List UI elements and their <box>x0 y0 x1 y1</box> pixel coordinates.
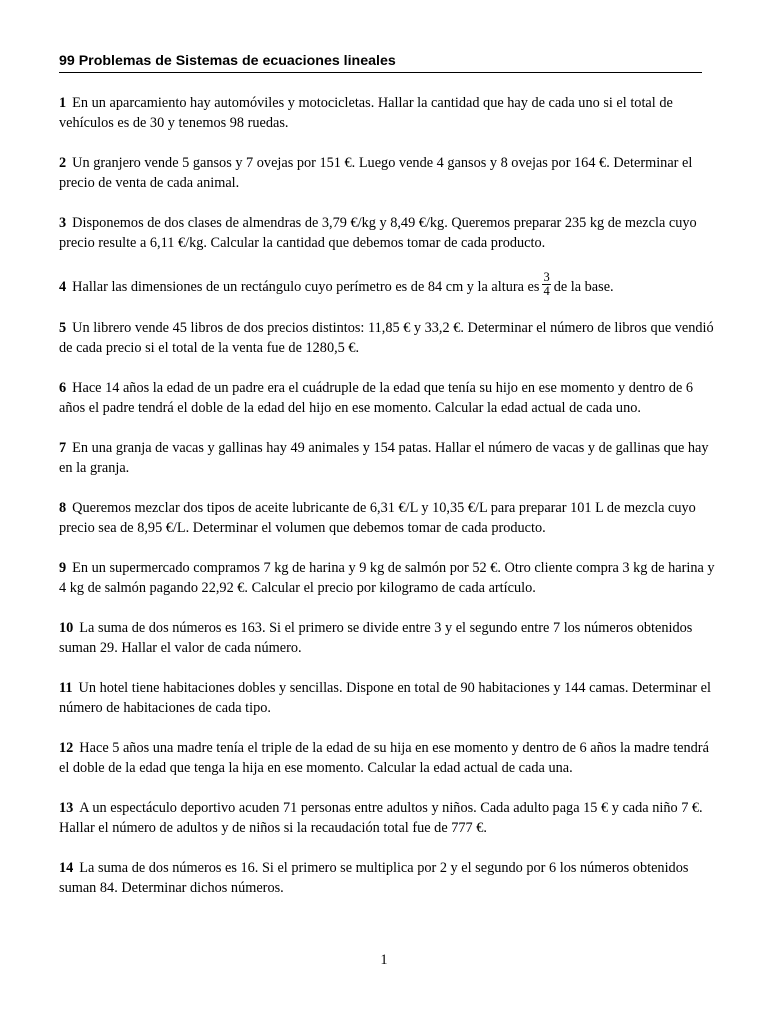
problem-number: 3 <box>59 215 67 231</box>
problem-text: Queremos mezclar dos tipos de aceite lubricante de 6,31 €/L y 10,35 €/L para preparar 101 L de mezcla cuyo precio sea de 8,95 €/L. Determinar el volumen que debemos tomar de cada producto. <box>59 500 696 537</box>
problem-number: 7 <box>59 440 67 457</box>
problem-3 <box>59 213 719 253</box>
problem-text: La suma de dos números es 16. Si el primero se multiplica por 2 y el segundo por 6 los números obtenidos suman 84. Determinar dichos números. <box>59 860 689 897</box>
problem-7 <box>59 438 719 478</box>
problem-text: Disponemos de dos clases de almendras de 3,79 €/kg y 8,49 €/kg. Queremos preparar 235 kg de mezcla cuyo precio resulte a 6,11 €/kg. Calcular la cantidad que debemos tomar de cada producto. <box>59 215 697 251</box>
problem-1 <box>59 93 719 133</box>
problem-text-after: de la base. <box>553 279 614 295</box>
problem-number: 4 <box>59 279 67 295</box>
problem-number: 13 <box>59 800 74 817</box>
problem-number: 1 <box>59 95 67 111</box>
problem-5 <box>59 318 719 358</box>
problem-number: 5 <box>59 320 67 337</box>
problem-text: A un espectáculo deportivo acuden 71 personas entre adultos y niños. Cada adulto paga 15 € y cada niño 7 €. Hallar el número de adultos y de niños si la recaudación total fue de 777 €. <box>59 800 703 837</box>
problem-text: Un granjero vende 5 gansos y 7 ovejas por 151 €. Luego vende 4 gansos y 8 ovejas por 164 €. Determinar el precio de venta de cada animal. <box>59 155 693 191</box>
problem-text: Hace 14 años la edad de un padre era el cuádruple de la edad que tenía su hijo en ese momento y dentro de 6 años el padre tendrá el doble de la edad del hijo en ese momento. Calcular la edad actual de cada uno. <box>59 380 694 417</box>
problem-9 <box>59 558 719 598</box>
problem-10 <box>59 618 719 658</box>
problem-11 <box>59 678 719 718</box>
fraction-denominator: 4 <box>543 284 550 299</box>
page-number: 1 <box>380 952 388 968</box>
problem-2 <box>59 153 719 193</box>
problem-text: En un supermercado compramos 7 kg de harina y 9 kg de salmón por 52 €. Otro cliente compra 3 kg de harina y 4 kg de salmón pagando 22,92 €. Calcular el precio por kilogramo de cada artículo. <box>59 560 715 597</box>
problem-text: La suma de dos números es 163. Si el primero se divide entre 3 y el segundo entre 7 los números obtenidos suman 29. Hallar el valor de cada número. <box>59 620 693 657</box>
problem-text: Un hotel tiene habitaciones dobles y sencillas. Dispone en total de 90 habitaciones y 144 camas. Determinar el número de habitaciones de cada tipo. <box>59 680 711 717</box>
problem-text: Un librero vende 45 libros de dos precios distintos: 11,85 € y 33,2 €. Determinar el número de libros que vendió de cada precio si el total de la venta fue de 1280,5 €. <box>59 320 714 357</box>
problem-number: 14 <box>59 860 74 877</box>
problem-number: 2 <box>59 155 67 171</box>
problem-number: 11 <box>59 680 73 697</box>
document-title: 99 Problemas de Sistemas de ecuaciones lineales <box>59 52 702 73</box>
problem-6 <box>59 378 719 418</box>
problem-8 <box>59 498 719 538</box>
problem-text: Hace 5 años una madre tenía el triple de la edad de su hija en ese momento y dentro de 6 años la madre tendrá el doble de la edad que tenga la hija en ese momento. Calcular la edad actual de cada una. <box>59 740 709 777</box>
problem-12 <box>59 738 719 778</box>
problem-text: En una granja de vacas y gallinas hay 49 animales y 154 patas. Hallar el número de vacas y de gallinas que hay en la granja. <box>59 440 709 477</box>
problem-number: 9 <box>59 560 67 577</box>
problem-number: 10 <box>59 620 74 637</box>
problem-text: En un aparcamiento hay automóviles y motocicletas. Hallar la cantidad que hay de cada uno si el total de vehículos es de 30 y tenemos 98 ruedas. <box>59 95 673 131</box>
fraction <box>542 271 550 298</box>
fraction-numerator: 3 <box>543 270 550 285</box>
problem-number: 12 <box>59 740 74 757</box>
problem-text: Hallar las dimensiones de un rectángulo cuyo perímetro es de 84 cm y la altura es <box>72 279 540 295</box>
problem-number: 8 <box>59 500 67 517</box>
problem-list <box>59 93 719 918</box>
problem-number: 6 <box>59 380 67 397</box>
problem-4 <box>59 270 719 299</box>
problem-13 <box>59 798 719 838</box>
problem-14 <box>59 858 719 898</box>
